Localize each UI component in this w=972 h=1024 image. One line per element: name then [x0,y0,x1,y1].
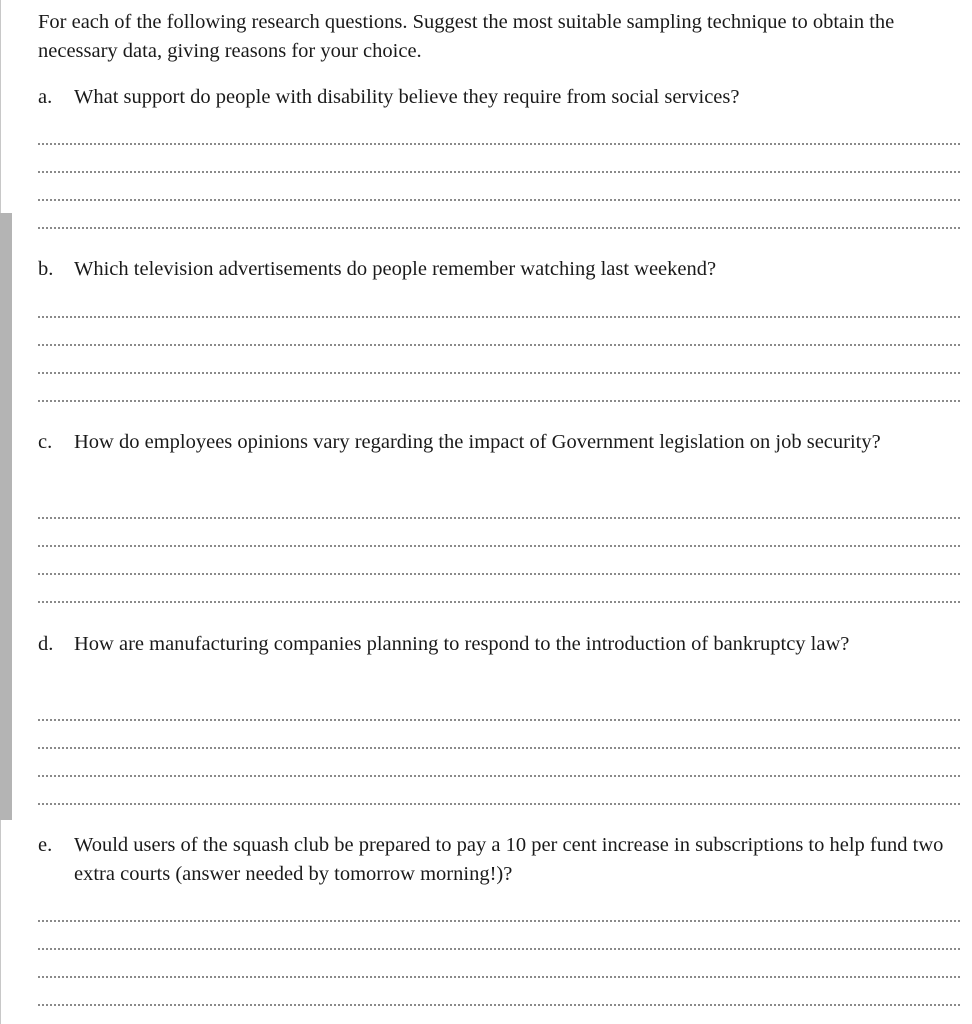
question-e [38,831,958,889]
question-b-text: Which television advertisements do people remember watching last weekend? [74,258,717,280]
question-a-text: What support do people with disability believe they require from social services? [74,86,740,108]
answer-line-c-1[interactable] [38,517,960,519]
answer-line-b-3[interactable] [38,372,960,374]
answer-line-c-4[interactable] [38,601,960,603]
question-e-text: Would users of the squash club be prepared to pay a 10 per cent increase in subscriptions to help fund two extra courts (answer needed by tomorrow morning!)? [74,834,944,885]
question-b-letter: b. [38,258,54,280]
question-b [38,255,958,284]
answer-line-c-2[interactable] [38,545,960,547]
answer-line-d-3[interactable] [38,775,960,777]
question-d-text: How are manufacturing companies planning to respond to the introduction of bankruptcy law? [74,633,850,655]
answer-line-e-3[interactable] [38,976,960,978]
answer-line-d-4[interactable] [38,803,960,805]
margin-change-bar [0,213,12,820]
question-d-letter: d. [38,633,54,655]
answer-line-e-2[interactable] [38,948,960,950]
question-c [38,428,958,457]
answer-line-a-2[interactable] [38,171,960,173]
answer-line-d-2[interactable] [38,747,960,749]
question-d [38,630,958,659]
answer-line-a-3[interactable] [38,199,960,201]
instructions-text: For each of the following research questions. Suggest the most suitable sampling technique to obtain the necessary data, giving reasons for your choice. [38,11,895,62]
question-e-letter: e. [38,834,53,856]
answer-line-b-2[interactable] [38,344,960,346]
question-a-letter: a. [38,86,53,108]
answer-line-a-4[interactable] [38,227,960,229]
answer-line-a-1[interactable] [38,143,960,145]
question-c-text: How do employees opinions vary regarding the impact of Government legislation on job security? [74,431,881,453]
question-c-letter: c. [38,431,53,453]
answer-line-c-3[interactable] [38,573,960,575]
answer-line-b-4[interactable] [38,400,960,402]
answer-line-d-1[interactable] [38,719,960,721]
question-a [38,83,958,112]
answer-line-e-1[interactable] [38,920,960,922]
answer-line-b-1[interactable] [38,316,960,318]
answer-line-e-4[interactable] [38,1004,960,1006]
